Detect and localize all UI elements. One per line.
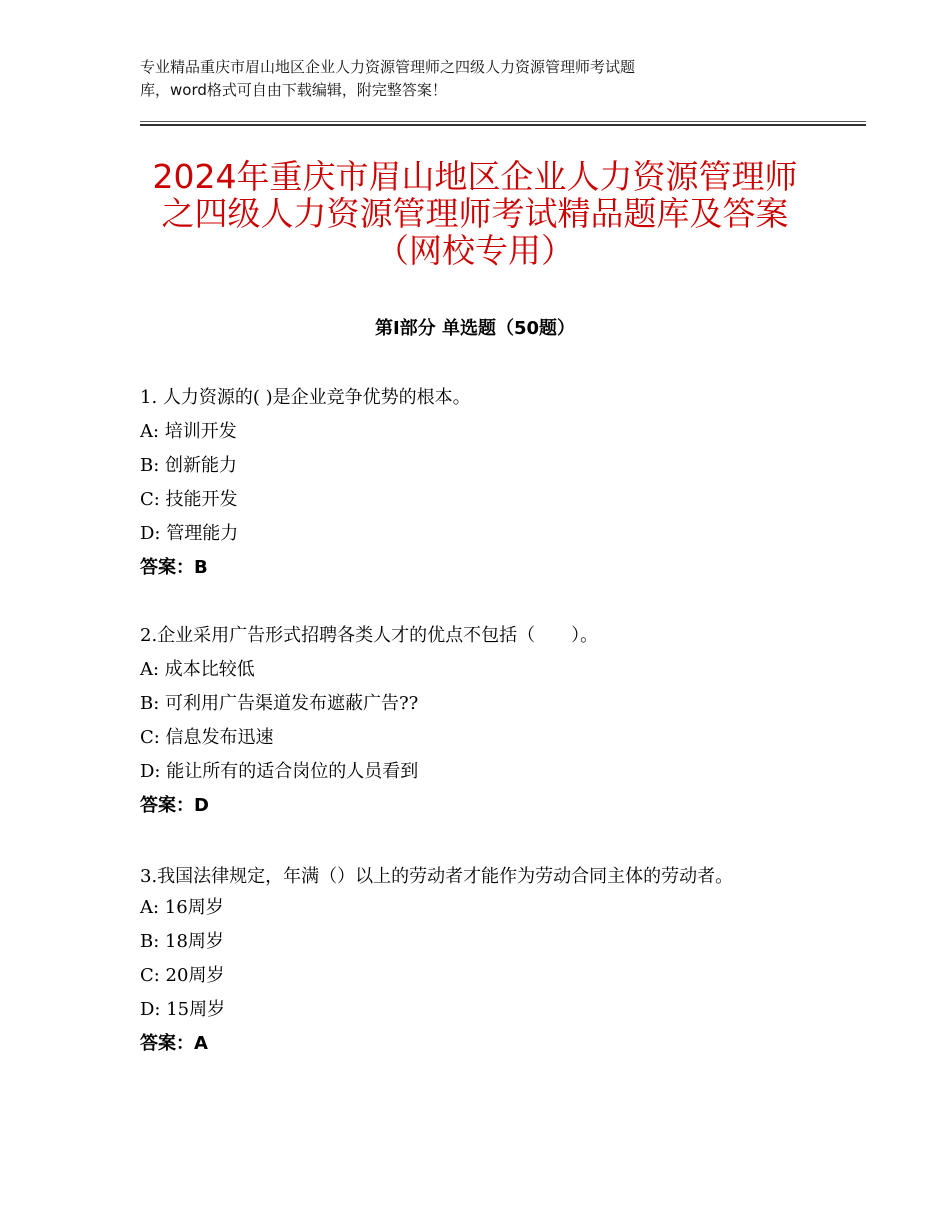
answer-key: 答案：D	[140, 795, 209, 816]
option-c: C: 20周岁	[140, 965, 225, 986]
option-a: A: 培训开发	[140, 421, 237, 442]
question-spacer	[140, 588, 840, 622]
option-b: B: 18周岁	[140, 931, 224, 952]
section-heading: 第Ⅰ部分 单选题（50题）	[374, 318, 575, 339]
header-note	[140, 56, 860, 102]
option-d: D: 15周岁	[140, 999, 226, 1020]
option-d: D: 管理能力	[140, 523, 239, 544]
option-a: A: 成本比较低	[140, 659, 255, 680]
header-divider-thin	[140, 121, 866, 122]
option-b: B: 创新能力	[140, 455, 238, 476]
question-1	[140, 384, 840, 588]
option-a: A: 16周岁	[140, 897, 224, 918]
title-line3: （网校专用）	[376, 231, 574, 270]
document-title	[120, 158, 830, 269]
question-stem: 3.我国法律规定，年满（）以上的劳动者才能作为劳动合同主体的劳动者。	[140, 866, 734, 887]
question-spacer	[140, 826, 840, 860]
question-3	[140, 860, 840, 1064]
option-d: D: 能让所有的适合岗位的人员看到	[140, 761, 419, 782]
header-note-line1: 专业精品重庆市眉山地区企业人力资源管理师之四级人力资源管理师考试题	[140, 58, 636, 76]
header-divider-thick	[140, 124, 866, 126]
answer-key: 答案：B	[140, 557, 208, 578]
question-stem: 1. 人力资源的( )是企业竞争优势的根本。	[140, 387, 471, 408]
title-line2: 之四级人力资源管理师考试精品题库及答案	[161, 194, 789, 233]
answer-key: 答案：A	[140, 1033, 208, 1054]
option-c: C: 技能开发	[140, 489, 238, 510]
question-2	[140, 622, 840, 826]
option-c: C: 信息发布迅速	[140, 727, 274, 748]
question-list	[140, 384, 840, 1064]
header-note-line2: 库，word格式可自由下载编辑，附完整答案！	[140, 81, 447, 99]
title-line1: 2024年重庆市眉山地区企业人力资源管理师	[152, 157, 798, 196]
option-b: B: 可利用广告渠道发布遮蔽广告??	[140, 693, 419, 714]
question-stem: 2.企业采用广告形式招聘各类人才的优点不包括（ ）。	[140, 625, 599, 646]
